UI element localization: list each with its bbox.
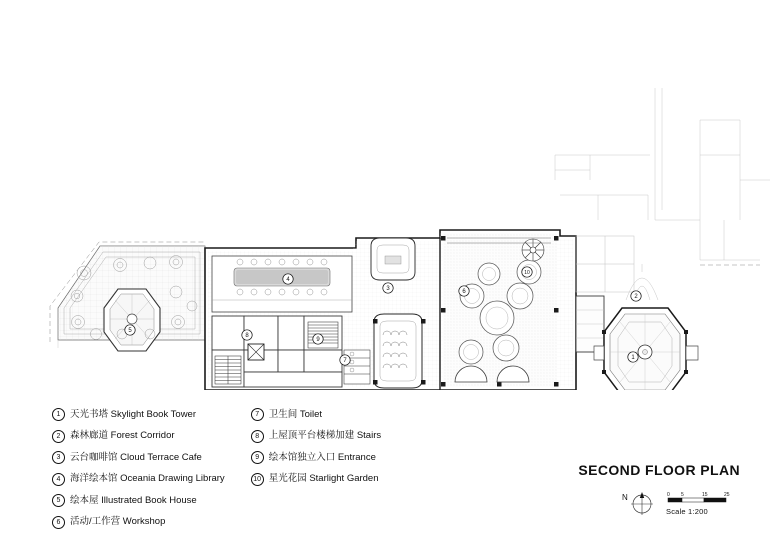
legend-label: 卫生间 Toilet [268, 408, 323, 420]
legend-item [251, 408, 381, 421]
plan-marker-5 [125, 325, 135, 335]
svg-text:7: 7 [343, 358, 347, 365]
legend-number: 10 [251, 473, 264, 486]
legend-label: 森林廊道 Forest Corridor [70, 430, 175, 442]
floor-plan-drawing [0, 60, 780, 390]
svg-text:9: 9 [316, 337, 320, 344]
legend-label: 绘本馆独立入口 Entrance [268, 451, 376, 463]
legend-number: 4 [52, 473, 65, 486]
legend-number: 5 [52, 494, 65, 507]
legend-item [251, 451, 381, 464]
svg-text:4: 4 [286, 277, 290, 284]
legend-column-left [52, 408, 225, 529]
svg-text:6: 6 [462, 289, 466, 296]
legend-label: 星光花园 Starlight Garden [268, 473, 379, 485]
legend-number: 9 [251, 451, 264, 464]
legend-number: 3 [52, 451, 65, 464]
svg-text:15: 15 [702, 492, 708, 498]
plan-marker-1 [628, 352, 638, 362]
legend-label: 上屋顶平台楼梯加建 Stairs [268, 430, 382, 442]
legend-item [251, 473, 381, 486]
legend-item [52, 516, 225, 529]
svg-text:2: 2 [634, 294, 638, 301]
legend-number: 7 [251, 408, 264, 421]
plan-marker-10 [522, 267, 532, 277]
svg-text:10: 10 [524, 270, 530, 277]
legend-number: 2 [52, 430, 65, 443]
legend [52, 408, 381, 529]
legend-label: 绘本屋 Illustrated Book House [70, 494, 197, 506]
plan-marker-4 [283, 274, 293, 284]
plan-marker-3 [383, 283, 393, 293]
legend-item [52, 451, 225, 464]
svg-text:8: 8 [245, 333, 249, 340]
svg-text:25: 25 [724, 492, 730, 498]
scale-and-north [490, 488, 740, 518]
title-block [490, 462, 740, 518]
plan-marker-9 [313, 334, 323, 344]
legend-number: 6 [52, 516, 65, 529]
legend-number: 8 [251, 430, 264, 443]
north-arrow-icon [622, 488, 656, 518]
svg-text:0: 0 [667, 492, 670, 498]
legend-label: 天光书塔 Skylight Book Tower [70, 408, 197, 420]
plan-marker-6 [459, 286, 469, 296]
svg-text:1: 1 [631, 355, 635, 362]
legend-number: 1 [52, 408, 65, 421]
legend-label: 海洋绘本馆 Oceania Drawing Library [70, 473, 225, 485]
legend-column-right [251, 408, 381, 529]
legend-item [52, 494, 225, 507]
scale-label: Scale 1:200 [666, 507, 708, 516]
svg-text:5: 5 [681, 492, 684, 498]
legend-item [251, 430, 381, 443]
page-title: SECOND FLOOR PLAN [578, 462, 740, 478]
svg-text:3: 3 [386, 286, 390, 293]
legend-label: 云台咖啡馆 Cloud Terrace Cafe [70, 451, 202, 463]
legend-item [52, 430, 225, 443]
svg-text:5: 5 [128, 328, 132, 335]
plan-marker-7 [340, 355, 350, 365]
svg-text:N: N [622, 493, 628, 502]
legend-item [52, 408, 225, 421]
scale-bar [666, 490, 740, 516]
legend-label: 活动/工作营 Workshop [70, 516, 166, 528]
legend-item [52, 473, 225, 486]
plan-marker-2 [631, 291, 641, 301]
plan-marker-8 [242, 330, 252, 340]
